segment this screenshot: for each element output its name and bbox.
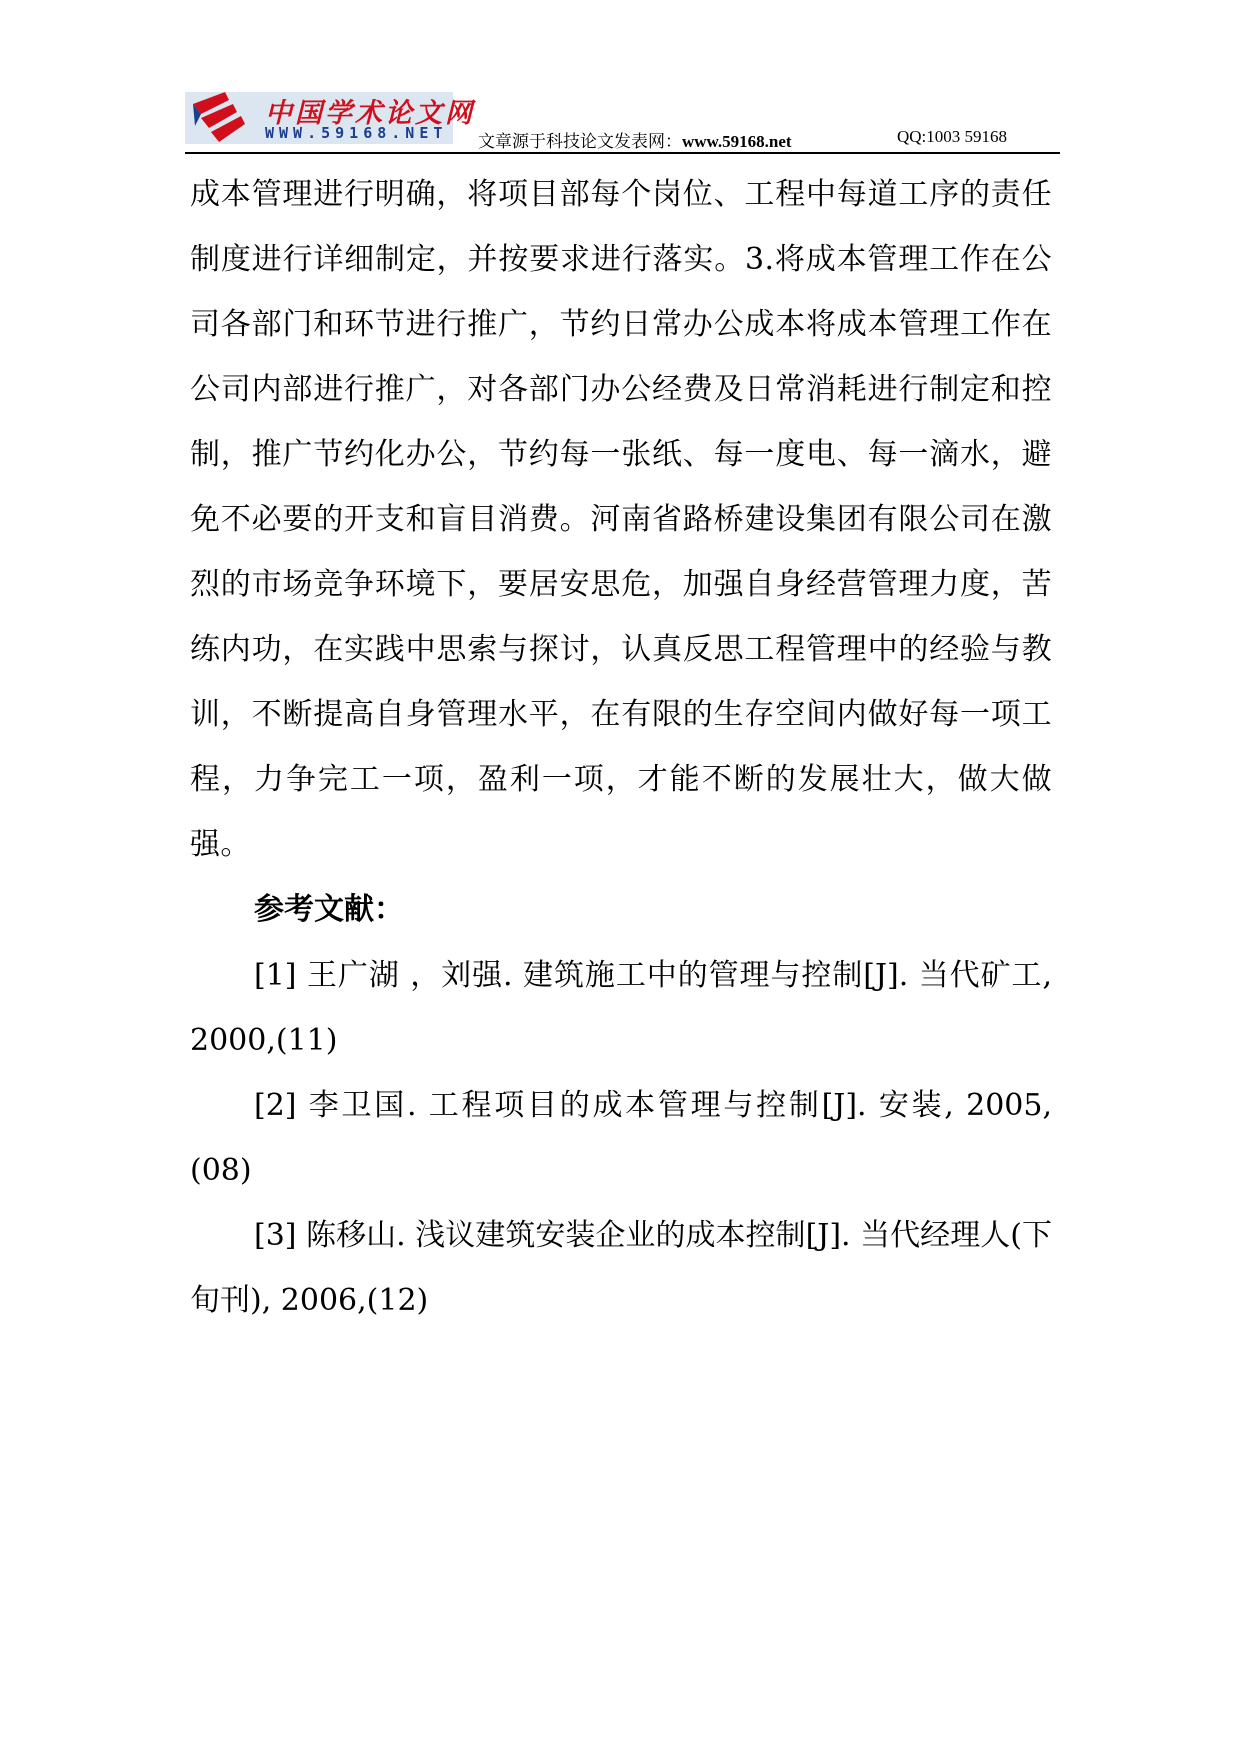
header-source-text: [478, 127, 792, 152]
references-heading: 参考文献：: [254, 892, 404, 927]
body-paragraph: 成本管理进行明确，将项目部每个岗位、工程中每道工序的责任制度进行详细制定，并按要求进行落实。3.将成本管理工作在公司各部门和环节进行推广，节约日常办公成本将成本管理工作在公司内部进行推广，对各部门办公经费及日常消耗进行制定和控制，推广节约化办公，节约每一张纸、每一度电、每一滴水，避免不必要的开支和盲目消费。河南省路桥建设集团有限公司在激烈的市场竞争环境下，要居安思危，加强自身经营管理力度，苦练内功，在实践中思索与探讨，认真反思工程管理中的经验与教训，不断提高自身管理水平，在有限的生存空间内做好每一项工程，力争完工一项，盈利一项，才能不断的发展壮大，做大做强。: [190, 177, 1052, 862]
page-header: [185, 88, 1060, 158]
source-label: 文章源于科技论文发表网：: [478, 132, 682, 152]
logo-url: WWW.59168.NET: [265, 124, 448, 142]
header-qq: QQ:1003 59168: [897, 127, 1008, 146]
source-site-link[interactable]: www.59168.net: [682, 132, 792, 151]
page-content: [190, 162, 1052, 1333]
reference-item: [1] 王广湖 ，刘强. 建筑施工中的管理与控制[J]. 当代矿工, 2000,(11): [190, 958, 1052, 1058]
reference-item: [2] 李卫国. 工程项目的成本管理与控制[J]. 安装, 2005,(08): [190, 1088, 1052, 1188]
header-divider: [185, 152, 1060, 154]
site-logo[interactable]: [185, 88, 475, 146]
logo-stripes-icon: [191, 90, 253, 146]
reference-item: [3] 陈移山. 浅议建筑安装企业的成本控制[J]. 当代经理人(下旬刊), 2006,(12): [190, 1218, 1052, 1318]
logo-title: 中国学术论文网: [265, 98, 475, 129]
